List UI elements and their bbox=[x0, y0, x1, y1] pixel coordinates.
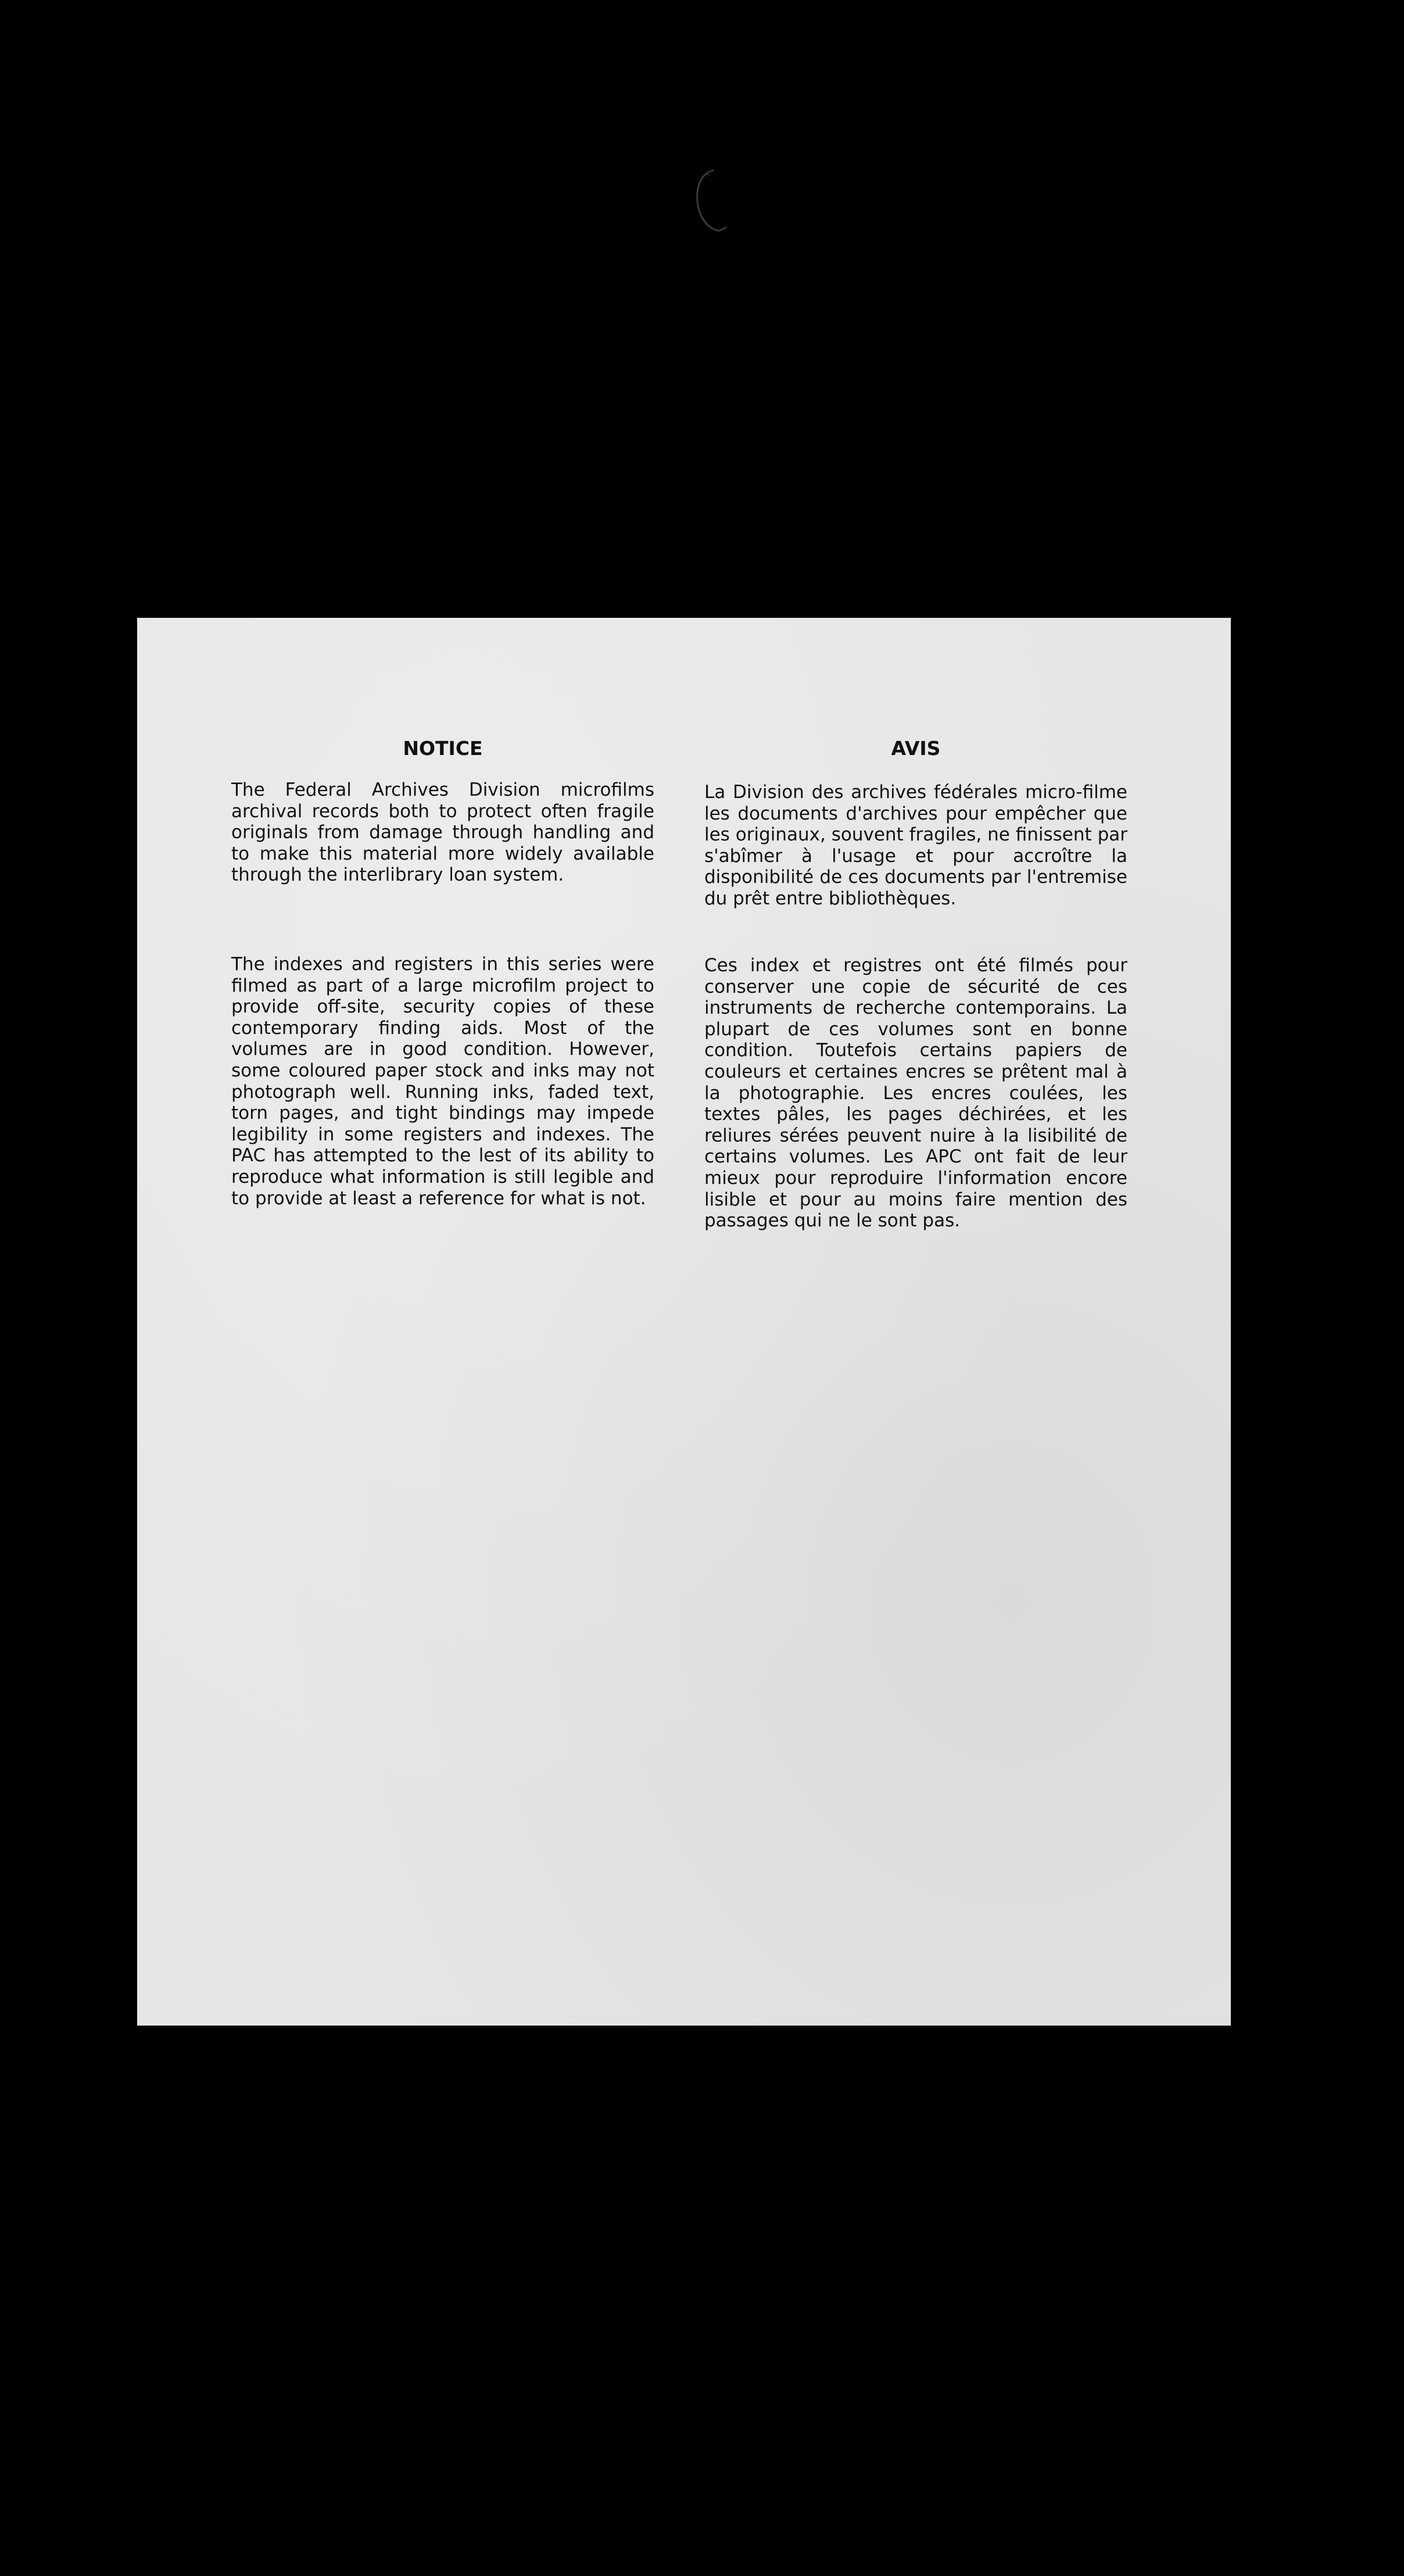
avis-paragraph-2: Ces index et registres ont été filmés pour conserver une copie de sécurité de ces instruments de recherche contemporains. La plupart de ces volumes sont en bonne condition. Toutefois certains papiers de couleurs et certaines encres se prêtent mal à la photographie. Les encres coulées, les textes pâles, les pages déchirées, et les reliures sérées peuvent nuire à la lisibilité de certains volumes. Les APC ont fait de leur mieux pour reproduire l'information encore lisible et pour au moins faire mention des passages qui ne le sont pas. bbox=[704, 955, 1127, 1232]
notice-paragraph-1: The Federal Archives Division microfilms archival records both to protect often fragile originals from damage through handling and to make this material more widely available through the interlibrary loan system. bbox=[231, 779, 654, 886]
notice-paragraph-2: The indexes and registers in this series were filmed as part of a large microfilm project to provide off-site, security copies of these contemporary finding aids. Most of the volumes are in good condition. However, some coloured paper stock and inks may not photograph well. Running inks, faded text, torn pages, and tight bindings may impede legibility in some registers and indexes. The PAC has attempted to the lest of its ability to reproduce what information is still legible and to provide at least a reference for what is not. bbox=[231, 954, 654, 1209]
avis-heading: AVIS bbox=[891, 737, 941, 760]
avis-paragraph-1: La Division des archives fédérales micro-filme les documents d'archives pour empêcher que les originaux, souvent fragiles, ne finissent par s'abîmer à l'usage et pour accroître la disponibilité de ces documents par l'entremise du prêt entre bibliothèques. bbox=[704, 782, 1127, 909]
notice-page bbox=[137, 618, 1231, 2026]
notice-heading: NOTICE bbox=[403, 737, 483, 760]
film-scratch-mark bbox=[686, 166, 732, 241]
